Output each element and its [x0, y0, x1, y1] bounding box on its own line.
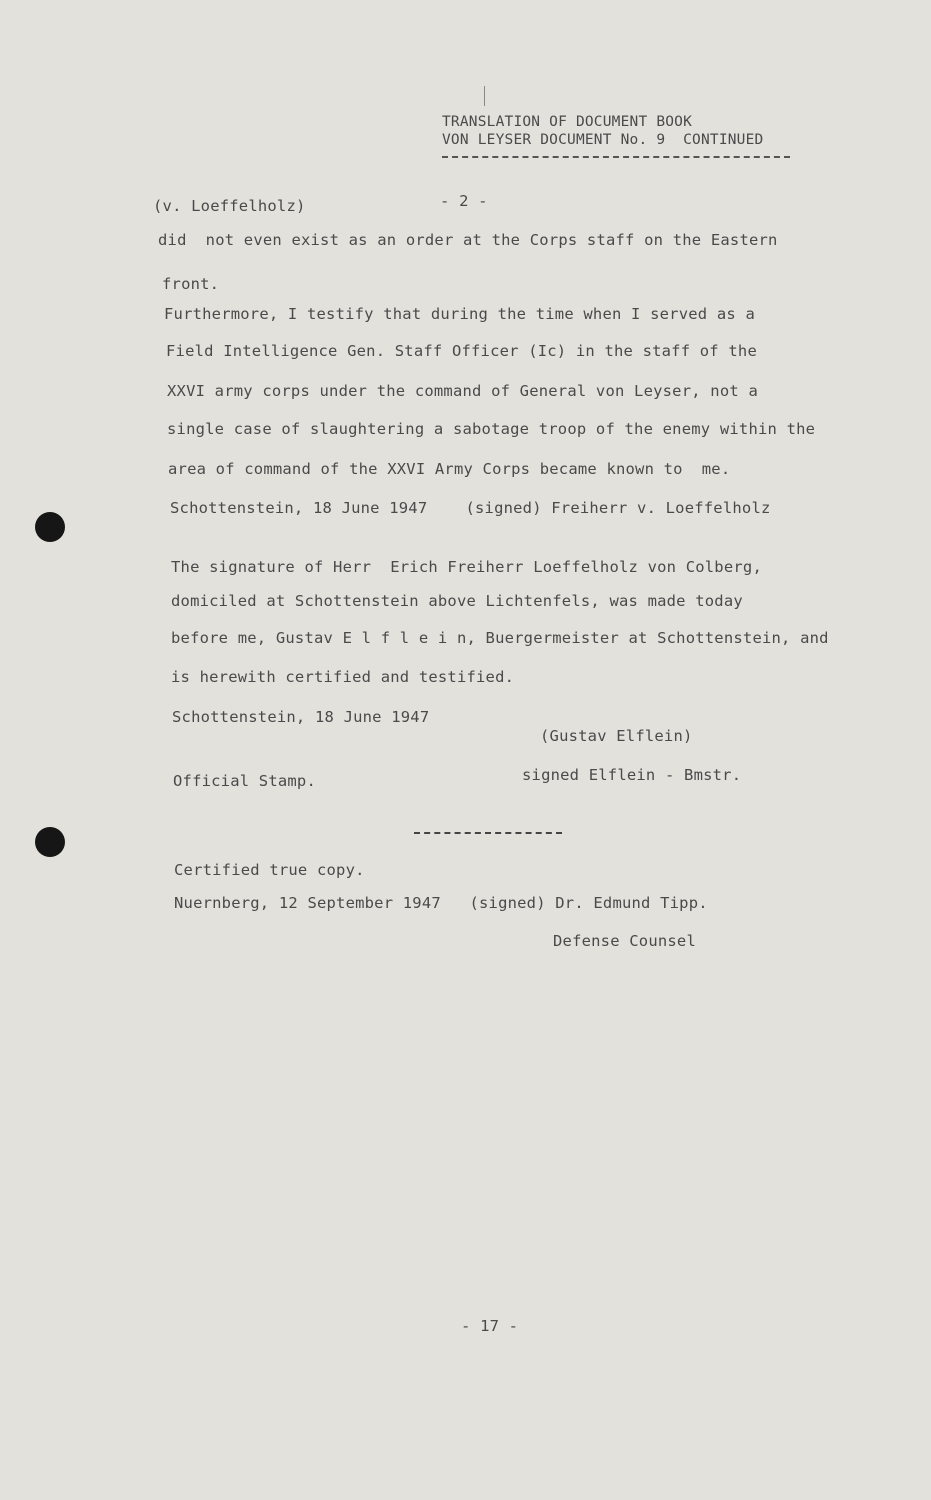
body-signature-line: Schottenstein, 18 June 1947 (signed) Freiherr v. Loeffelholz: [170, 499, 771, 517]
body-line-5: XXVI army corps under the command of General von Leyser, not a: [167, 382, 758, 400]
header-underline: [442, 156, 790, 158]
certification-place-date: Schottenstein, 18 June 1947: [172, 708, 430, 726]
document-page-number: - 2 -: [440, 192, 488, 210]
official-stamp-label: Official Stamp.: [173, 772, 316, 790]
copy-certification: Certified true copy.: [174, 861, 365, 879]
margin-mark: [484, 86, 485, 106]
body-line-4: Field Intelligence Gen. Staff Officer (Ic) in the staff of the: [166, 342, 757, 360]
binder-hole-top: [35, 512, 65, 542]
certifier-name: (Gustav Elflein): [540, 727, 693, 745]
binder-hole-bottom: [35, 827, 65, 857]
header-line-1: TRANSLATION OF DOCUMENT BOOK: [442, 114, 693, 130]
certifier-signature: signed Elflein - Bmstr.: [522, 766, 742, 784]
certification-line-4: is herewith certified and testified.: [171, 668, 515, 686]
certification-line-1: The signature of Herr Erich Freiherr Loeffelholz von Colberg,: [171, 558, 762, 576]
body-line-2: front.: [162, 275, 220, 293]
body-line-6: single case of slaughtering a sabotage troop of the enemy within the: [167, 420, 816, 438]
copy-role: Defense Counsel: [553, 932, 696, 950]
header-line-2: VON LEYSER DOCUMENT No. 9 CONTINUED: [442, 132, 764, 148]
footer-page-number: - 17 -: [461, 1317, 519, 1335]
body-line-3: Furthermore, I testify that during the time when I served as a: [164, 305, 755, 323]
body-line-7: area of command of the XXVI Army Corps became known to me.: [168, 460, 731, 478]
certification-line-3: before me, Gustav E l f l e i n, Buergermeister at Schottenstein, and: [171, 629, 829, 647]
copy-place-signature: Nuernberg, 12 September 1947 (signed) Dr. Edmund Tipp.: [174, 894, 708, 912]
author-reference: (v. Loeffelholz): [153, 197, 306, 215]
body-line-1: did not even exist as an order at the Corps staff on the Eastern: [158, 231, 778, 249]
certification-line-2: domiciled at Schottenstein above Lichtenfels, was made today: [171, 592, 743, 610]
section-divider: [414, 832, 562, 834]
